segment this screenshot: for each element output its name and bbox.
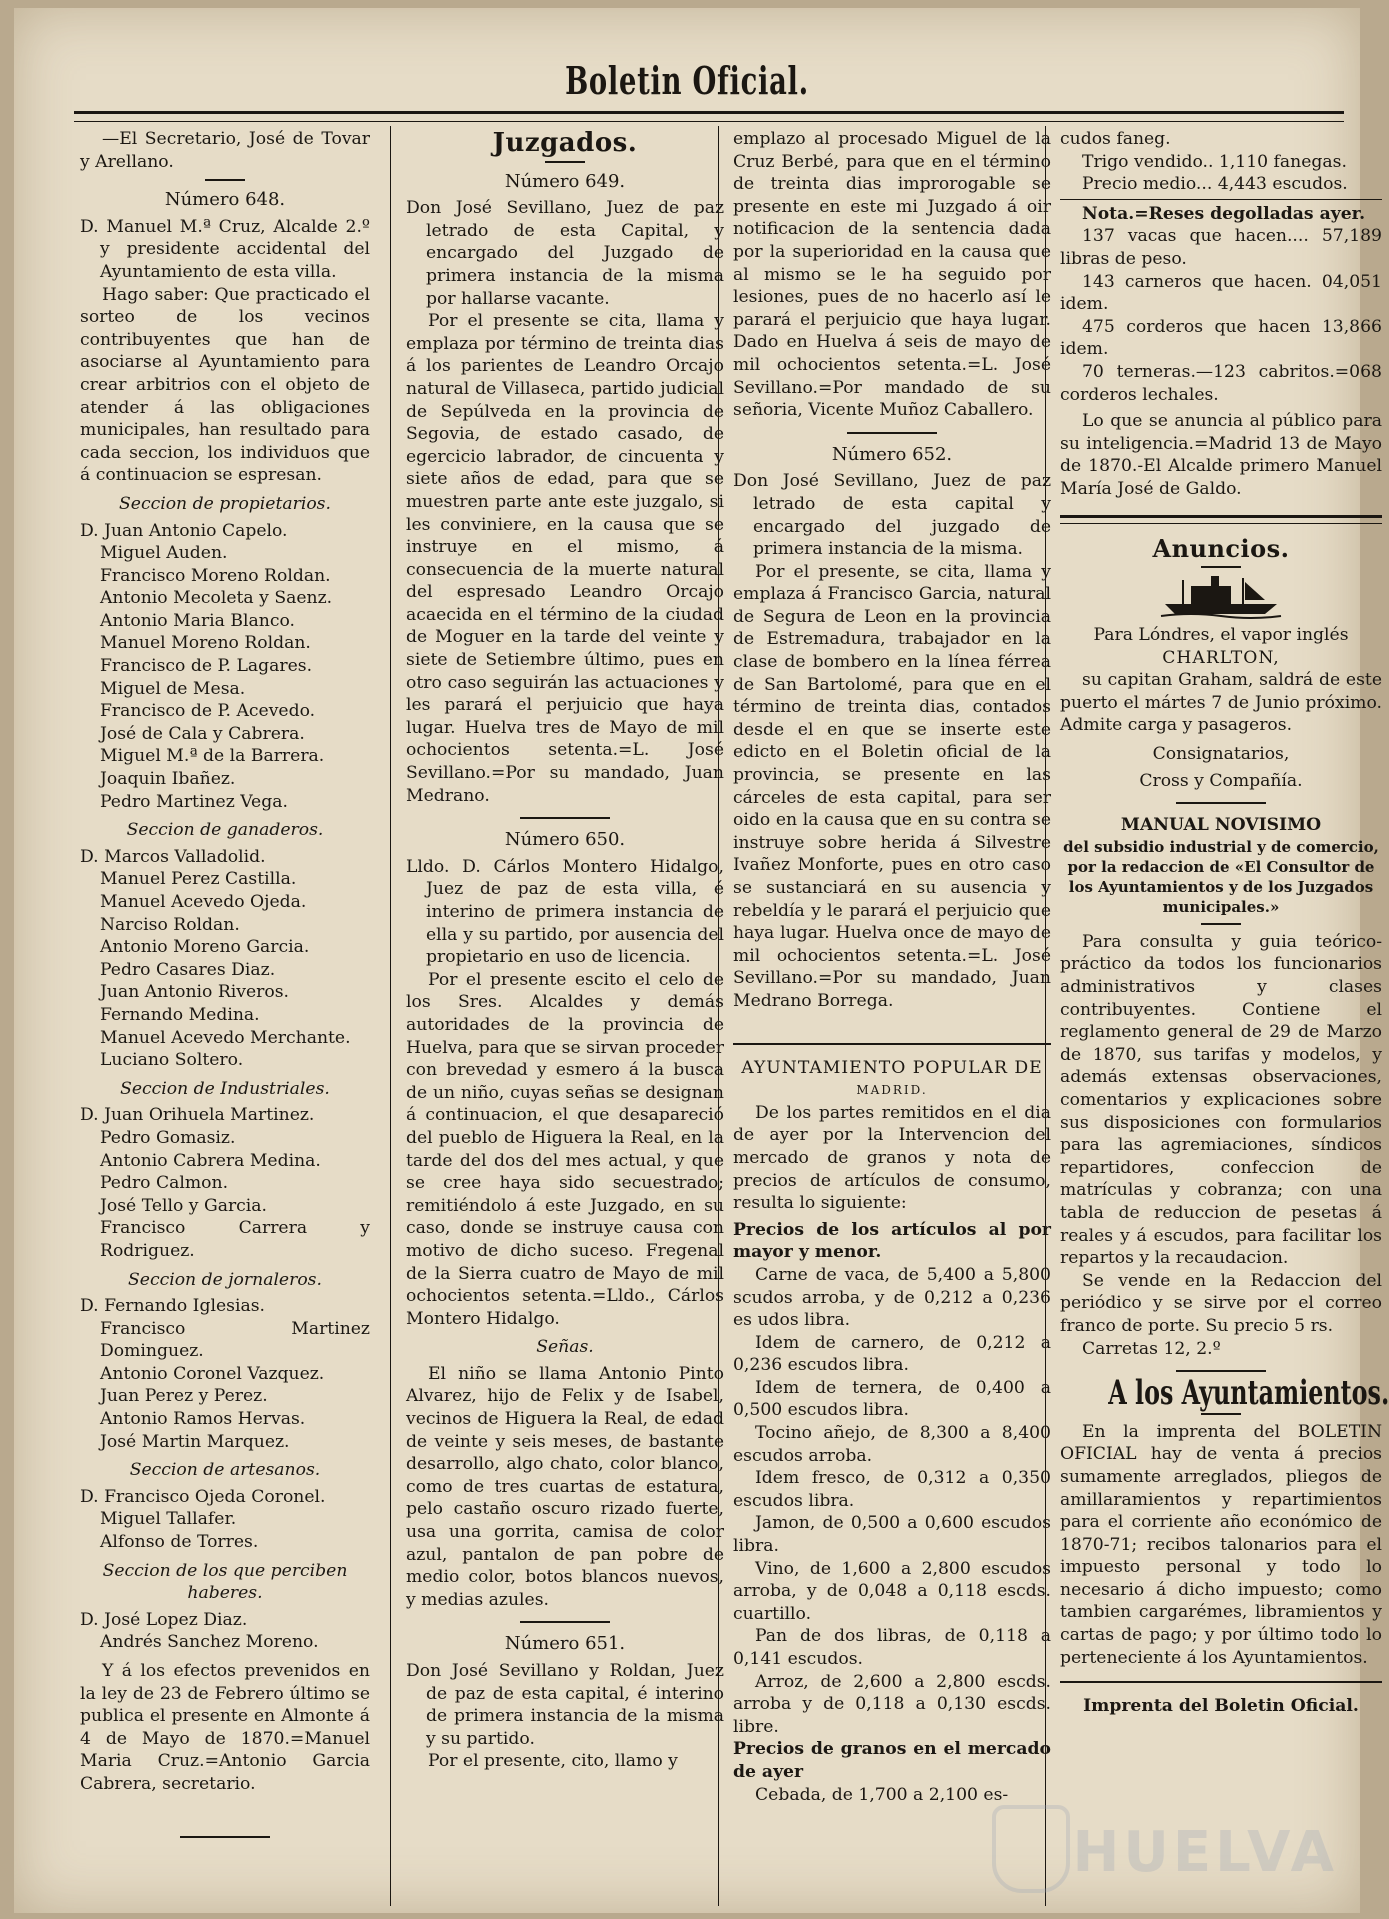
price-item: Idem fresco, de 0,312 a 0,350 escudos libra.	[733, 1468, 1051, 1511]
top-rule	[74, 111, 1344, 122]
person-name: Joaquin Ibañez.	[100, 769, 236, 790]
column-rule	[390, 126, 391, 1906]
sections-list	[80, 493, 370, 1654]
person-name: Francisco Carrera y Rodriguez.	[100, 1218, 370, 1261]
manual-subtitle: del subsidio industrial y de comercio, por la redaccion de «El Consultor de los Ayuntamientos y de los Juzgados municipales.»	[1063, 837, 1379, 916]
masthead: Boletin Oficial.	[565, 58, 809, 103]
person-name: Antonio Maria Blanco.	[100, 610, 295, 631]
livestock-item: 143 carneros que hacen. 04,051 idem.	[1060, 271, 1382, 315]
person-name: Miguel de Mesa.	[100, 678, 246, 699]
ayuntamiento-city: MADRID.	[856, 1083, 928, 1098]
price-item: Idem de ternera, de 0,400 a 0,500 escudos libra.	[733, 1377, 1051, 1421]
divider	[1176, 802, 1266, 804]
notice-header: Don José Sevillano, Juez de paz letrado de esta capital y encargado del juzgado de primera instancia de la misma.	[733, 471, 1051, 560]
price-item: Vino, de 1,600 a 2,800 escudos arroba, y de 0,048 a 0,118 escds. cuartillo.	[733, 1558, 1051, 1624]
divider	[1201, 566, 1241, 568]
notice-header: Lldo. D. Cárlos Montero Hidalgo, Juez de paz de esta villa, é interino de primera instancia de ella y su partido, por ausencia del propietario en uso de licencia.	[406, 856, 724, 968]
person-name: Luciano Soltero.	[100, 1050, 244, 1071]
person-name: Pedro Casares Diaz.	[100, 959, 276, 980]
person-name: D. Juan Orihuela Martinez.	[80, 1105, 315, 1126]
column-1	[80, 128, 370, 1848]
notice-body: Hago saber: Que practicado el sorteo de los vecinos contribuyentes que han de asociarse al Ayuntamiento para crear arbitrios con el objeto de atender á las obligaciones municipales, han resultado para cada seccion, los individuos que á continuacion se espresan.	[80, 284, 370, 486]
notice-header: Don José Sevillano, Juez de paz letrado de esta Capital, y encargado del Juzgado de primera instancia de la misma por hallarse vacante.	[406, 198, 724, 309]
notice-number: Número 651.	[504, 1633, 626, 1655]
livestock-item: 70 terneras.—123 cabritos.=068 corderos lechales.	[1060, 361, 1382, 405]
person-name: Manuel Perez Castilla.	[100, 869, 297, 890]
manual-body: Se vende en la Redaccion del periódico y se sirve por el correo franco de porte. Su precio 5 rs.	[1060, 1270, 1382, 1336]
divider	[1201, 923, 1241, 925]
person-name: Antonio Coronel Vazquez.	[100, 1363, 325, 1384]
steamship-icon	[1161, 574, 1281, 618]
price-item: Trigo vendido.. 1,110 fanegas.	[1082, 151, 1347, 172]
price-item: Jamon, de 0,500 a 0,600 escudos libra.	[733, 1513, 1051, 1557]
person-name: Juan Perez y Perez.	[100, 1386, 268, 1407]
person-name: Francisco de P. Acevedo.	[100, 701, 316, 722]
person-name: Antonio Ramos Hervas.	[100, 1409, 306, 1430]
price-item: Carne de vaca, de 5,400 a 5,800 scudos arroba, y de 0,212 a 0,236 es udos libra.	[733, 1264, 1051, 1331]
person-name: D. Fernando Iglesias.	[80, 1296, 265, 1317]
divider	[733, 1043, 1051, 1045]
person-name: Miguel Auden.	[100, 543, 228, 564]
divider	[1176, 1370, 1266, 1372]
person-name: Pedro Martinez Vega.	[100, 791, 288, 812]
manual-body: Para consulta y guia teórico-práctico da todos los funcionarios administrativos y clases contribuyentes. Contiene el reglamento general de 29 de Marzo de 1870, sus tarifas y modelos, y además extensas observaciones, comentarios y explicaciones sobre sus disposiciones con formularios para las agremiaciones, síndicos repartidores, confeccion de matrículas y cobranza; con una tabla de reduccion de pesetas á reales y á escudos, para facilitar los repartos y la recaudacion.	[1060, 931, 1382, 1269]
section-heading: Seccion de jornaleros.	[128, 1269, 322, 1290]
divider	[847, 432, 937, 434]
ship-notice: Para Lóndres, el vapor inglés	[1093, 625, 1349, 646]
price-item: cudos faneg.	[1060, 129, 1171, 149]
divider	[520, 1621, 610, 1623]
archive-seal-icon	[992, 1805, 1070, 1893]
person-name: Antonio Cabrera Medina.	[100, 1150, 321, 1171]
divider	[545, 161, 585, 163]
ship-notice: su capitan Graham, saldrá de este puerto el mártes 7 de Junio próximo. Admite carga y pasageros.	[1060, 670, 1382, 736]
person-name: Alfonso de Torres.	[100, 1532, 259, 1553]
person-name: Antonio Mecoleta y Saenz.	[100, 588, 333, 609]
livestock-item: 475 corderos que hacen 13,866 idem.	[1060, 316, 1382, 360]
price-item: Pan de dos libras, de 0,118 a 0,141 escudos.	[733, 1626, 1051, 1669]
person-name: Narciso Roldan.	[100, 914, 240, 935]
price-item: Tocino añejo, de 8,300 a 8,400 escudos arroba.	[733, 1423, 1051, 1466]
price-item: Arroz, de 2,600 a 2,800 escds. arroba y de 0,118 a 0,130 escds. libre.	[733, 1671, 1051, 1737]
consignee-name: Cross y Compañía.	[1139, 770, 1303, 791]
person-name: José Tello y Garcia.	[100, 1195, 267, 1216]
consignee-label: Consignatarios,	[1152, 744, 1290, 765]
person-name: Miguel M.ª de la Barrera.	[100, 746, 325, 767]
notice-body: Por el presente escito el celo de los Sres. Alcaldes y demás autoridades de la provincia de Huelva, para que se sirvan proceder con brevedad y esmero á la busca de un niño, cuyas señas se designan á continuacion, el que desapareció del pueblo de Higuera la Real, en la tarde del dos del mes actual, y que se cree haya sido secuestrado; remitiéndolo á este Juzgado, en su caso, donde se instruye causa con motivo de dicho suceso. Fregenal de la Sierra cuatro de Mayo de mil ochocientos setenta.=Lldo., Cárlos Montero Hidalgo.	[406, 969, 724, 1329]
person-name: Manuel Moreno Roldan.	[100, 633, 311, 654]
printing-notice: En la imprenta del BOLETIN OFICIAL hay de venta á precios sumamente arreglados, pliegos de amillaramientos y repartimientos para el corriente año económico de 1870-71; recibos talonarios para el impuesto personal y todo lo necesario á dicho impuesto; como tambien cargarémes, libramientos y cartas de pago; y por último todo lo perteneciente á los Ayuntamientos.	[1060, 1421, 1382, 1668]
notice-body: emplazo al procesado Miguel de la Cruz Berbé, para que en el término de treinta dias improrogable se presente en este mi Juzgado á oir notificacion de la sentencia dada por la superioridad en la causa que al mismo se le ha seguido por lesiones, pues de no hacerlo así le parará el perjuicio que haya lugar. Dado en Huelva á seis de mayo de mil ochocientos setenta.=L. José Sevillano.=Por mandado de su señoria, Vicente Muñoz Caballero.	[733, 129, 1051, 421]
divider	[1060, 515, 1382, 524]
person-name: José Martin Marquez.	[100, 1431, 290, 1452]
notice-number: Número 648.	[164, 189, 286, 211]
ship-name: CHARLTON,	[1162, 647, 1280, 668]
divider	[180, 1836, 270, 1838]
closing-text: Y á los efectos prevenidos en la ley de 23 de Febrero último se publica el presente en Almonte á 4 de Mayo de 1870.=Manuel Maria Cruz.=Antonio Garcia Cabrera, secretario.	[80, 1661, 370, 1794]
divider	[1060, 1681, 1382, 1683]
notice-number: Número 649.	[504, 170, 626, 192]
ayuntamiento-title: AYUNTAMIENTO POPULAR DE	[741, 1057, 1043, 1078]
section-heading: Seccion de los que perciben haberes.	[102, 1560, 348, 1604]
section-heading: Seccion de artesanos.	[129, 1460, 321, 1481]
person-name: Juan Antonio Riveros.	[100, 982, 290, 1003]
column-3	[733, 128, 1051, 1806]
notice-header: D. Manuel M.ª Cruz, Alcalde 2.º y presidente accidental del Ayuntamiento de esta villa.	[80, 216, 370, 282]
person-name: Fernando Medina.	[100, 1004, 260, 1025]
notice-body: Por el presente, se cita, llama y emplaza á Francisco Garcia, natural de Segura de Leon en la provincia de Estremadura, trabajador en la clase de bombero en la línea férrea de San Bartolomé, para que en el término de treinta dias, contados desde el en que se inserte este edicto en el Boletin oficial de la provincia, se presente en las cárceles de esta capital, para ser oido en la causa que en su contra se instruye sobre herida á Silvestre Ivañez Monforte, pues en otro caso se sustanciará en su ausencia y rebeldía y le parará el perjuicio que haya lugar. Huelva once de mayo de mil ochocientos setenta.=L. José Sevillano.=Por su mandado, Juan Medrano Borrega.	[733, 561, 1051, 1011]
notice-number: Número 650.	[504, 829, 626, 851]
notice-body: Por el presente, cito, llamo y	[428, 1751, 678, 1772]
person-name: Miguel Tallafer.	[100, 1509, 237, 1530]
grain-heading: Precios de granos en el mercado de ayer	[733, 1739, 1051, 1782]
person-name: Andrés Sanchez Moreno.	[100, 1632, 319, 1653]
archive-watermark: HUELVA	[1072, 1820, 1338, 1885]
livestock-list	[1060, 225, 1382, 406]
divider	[205, 179, 245, 181]
note-heading: Nota.=Reses degolladas ayer.	[1082, 203, 1366, 224]
section-heading: Seccion de ganaderos.	[126, 820, 324, 841]
person-name: Francisco Martinez Dominguez.	[100, 1318, 370, 1362]
person-name: Antonio Moreno Garcia.	[100, 937, 310, 958]
livestock-item: 137 vacas que hacen.... 57,189 libras de peso.	[1060, 226, 1382, 269]
ayuntamientos-title: A los Ayuntamientos.	[1108, 1373, 1389, 1414]
person-name: D. Juan Antonio Capelo.	[80, 520, 288, 541]
person-name: Pedro Calmon.	[100, 1173, 229, 1194]
person-name: Francisco de P. Lagares.	[100, 656, 313, 677]
price-item: Cebada, de 1,700 a 2,100 es-	[755, 1784, 1009, 1805]
section-heading: Seccion de propietarios.	[119, 493, 331, 514]
printer-credit: Imprenta del Boletin Oficial.	[1083, 1696, 1359, 1717]
divider	[520, 817, 610, 819]
intro-text: —El Secretario, José de Tovar y Arellano.	[80, 129, 370, 172]
announcement-text: Lo que se anuncia al público para su inteligencia.=Madrid 13 de Mayo de 1870.-El Alcalde primero Manuel María José de Galdo.	[1060, 411, 1382, 499]
price-list	[733, 1264, 1051, 1738]
manual-title: MANUAL NOVISIMO	[1120, 815, 1322, 836]
column-2	[406, 128, 724, 1773]
subsection-title: Señas.	[536, 1337, 594, 1358]
person-name: D. Marcos Valladolid.	[80, 846, 266, 867]
column-4	[1060, 128, 1389, 1718]
person-name: D. Francisco Ojeda Coronel.	[80, 1486, 326, 1507]
person-name: D. José Lopez Diaz.	[80, 1609, 248, 1630]
price-item: Idem de carnero, de 0,212 a 0,236 escudos libra.	[733, 1332, 1051, 1376]
person-name: Pedro Gomasiz.	[100, 1127, 236, 1148]
notice-header: Don José Sevillano y Roldan, Juez de paz de esta capital, é interino de primera instancia de la misma y su partido.	[406, 1661, 724, 1749]
section-heading: Seccion de Industriales.	[120, 1078, 330, 1099]
newspaper-page	[14, 8, 1389, 1913]
notice-body: El niño se llama Antonio Pinto Alvarez, hijo de Felix y de Isabel, vecinos de Higuera la Real, de edad de veinte y seis meses, de bastante desarrollo, algo chato, color blanco, como de tres cuartas de estatura, pelo castaño oscuro rizado fuerte, usa una gorrita, camisa de color azul, pantalon de pan pobre de medio color, botos blancos nuevos, y medias azules.	[406, 1363, 724, 1610]
section-title: Anuncios.	[1152, 533, 1290, 563]
person-name: Francisco Moreno Roldan.	[100, 565, 331, 586]
person-name: Manuel Acevedo Ojeda.	[100, 892, 307, 912]
prices-heading: Precios de los artículos al por mayor y menor.	[733, 1219, 1051, 1263]
notice-number: Número 652.	[831, 443, 953, 465]
person-name: Manuel Acevedo Merchante.	[100, 1027, 351, 1048]
person-name: José de Cala y Cabrera.	[100, 723, 305, 744]
ayuntamiento-body: De los partes remitidos en el dia de ayer por la Intervencion del mercado de granos y nota de precios de artículos de consumo, resulta lo siguiente:	[733, 1102, 1051, 1214]
manual-address: Carretas 12, 2.º	[1082, 1338, 1221, 1359]
price-item: Precio medio... 4,443 escudos.	[1082, 174, 1348, 195]
notice-body: Por el presente se cita, llama y emplaza por término de treinta dias á los parientes de Leandro Orcajo natural de Villaseca, partido judicial de Sepúlveda en la provincia de Segovia, de estado casado, de egercicio labrador, de cincuenta y siete años de edad, para que se muestren parte ante este juzgalo, si les conviniere, en la causa que se instruye en el mismo, á consecuencia de la muerte natural del espresado Leandro Orcajo acaecida en el término de la ciudad de Moguer en la tarde del veinte y siete de Setiembre último, pues en otro caso seguirán las actuaciones y les parará el perjuicio que haya lugar. Huelva tres de Mayo de mil ochocientos setenta.=L. José Sevillano.=Por su mandado, Juan Medrano.	[406, 311, 724, 806]
section-title: Juzgados.	[492, 128, 638, 158]
